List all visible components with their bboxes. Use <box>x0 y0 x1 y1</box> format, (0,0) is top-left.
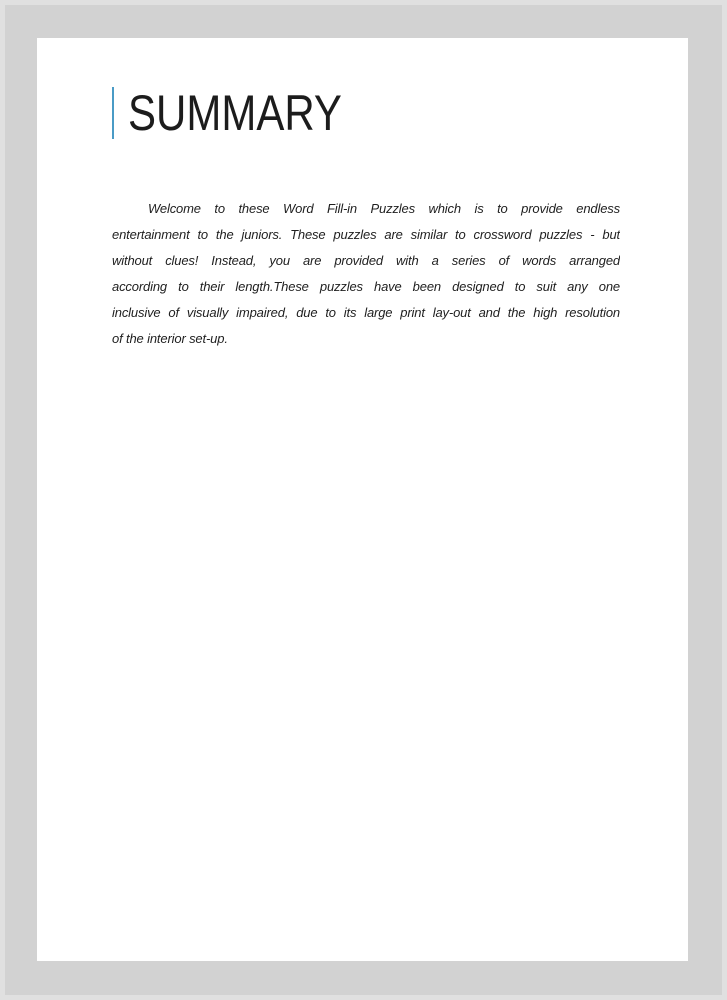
paragraph-line: inclusive of visually impaired, due to its large print lay-out and the high resolution <box>112 305 620 320</box>
page-title: SUMMARY <box>128 85 342 141</box>
title-accent-bar <box>112 87 114 139</box>
title-block <box>112 87 383 139</box>
paragraph-line: without clues! Instead, you are provided with a series of words arranged <box>112 253 620 268</box>
summary-paragraph <box>112 196 620 352</box>
document-page <box>37 38 688 961</box>
paragraph-line: according to their length.These puzzles have been designed to suit any one <box>112 279 620 294</box>
paragraph-line: of the interior set-up. <box>112 331 228 346</box>
paragraph-line: Welcome to these Word Fill-in Puzzles which is to provide endless <box>148 201 620 216</box>
paragraph-line: entertainment to the juniors. These puzzles are similar to crossword puzzles - but <box>112 227 620 242</box>
